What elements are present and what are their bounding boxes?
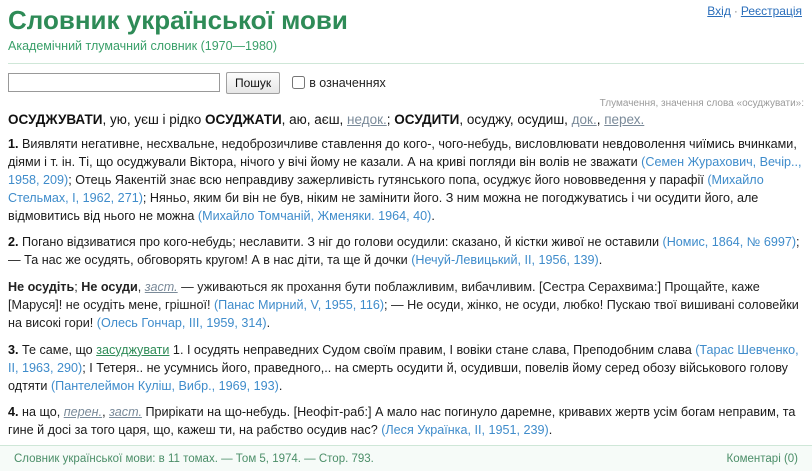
sense-3-citation-2[interactable]: (Пантелеймон Куліш, Вибр., 1969, 193) [50, 378, 279, 393]
in-definitions-checkbox-wrap[interactable] [292, 76, 386, 90]
sense-4-citation-1[interactable]: (Леся Українка, II, 1951, 239) [381, 423, 549, 438]
sense-3 [8, 342, 804, 396]
sense-3-text: 1. І осудять неправедних Судом своїм правим, І вовіки стане слава, Преподобним слава [169, 342, 696, 357]
sense-4-label-peren[interactable]: перен. [63, 405, 103, 420]
sense-4 [8, 404, 804, 440]
sense-2-citation-1[interactable]: (Номис, 1864, № 6997) [662, 235, 797, 250]
sense-1-text-2: ; Отець Яакентій знає всю неправдиву зажерливість гутянського попа, осуджує його нововведення у парафії [68, 172, 708, 187]
subentry-head-2: Не осуди [81, 280, 138, 295]
in-definitions-checkbox[interactable] [292, 76, 305, 89]
sense-2-text: Погано відзиватися про кого-небудь; неславити. З ніг до голови осудили: сказано, й кістки живої не оставили [18, 235, 663, 250]
sense-3-text-3: . [278, 378, 283, 393]
headword-sep-1: ; [386, 111, 395, 127]
meta-word: «осуджувати» [736, 97, 802, 109]
headword-2: ОСУДЖАТИ [205, 111, 282, 127]
subentry-semicolon: ; [74, 280, 82, 295]
subentry-citation-2[interactable]: (Олесь Гончар, III, 1959, 314) [96, 315, 267, 330]
sense-1 [8, 136, 804, 225]
headword-sep-2: , [596, 111, 605, 127]
label-nedok[interactable]: недок. [347, 111, 387, 127]
subentry-comma: , [137, 280, 145, 295]
meta-line [8, 98, 804, 109]
headword-gram-3: , осуджу, осудиш, [459, 111, 572, 127]
subentry-phrase [8, 279, 804, 333]
sense-2-text-3: . [598, 253, 603, 268]
sense-1-citation-2[interactable]: (Михайло Стельмах, I, 1962, 271) [8, 172, 764, 205]
register-link[interactable]: Реєстрація [740, 4, 802, 18]
comments-link[interactable]: Коментарі (0) [726, 452, 798, 465]
site-subtitle: Академічний тлумачний словник (1970—1980) [8, 38, 278, 53]
subentry-text: — уживаються як прохання бути поблажливим, вибачливим. [Сестра Серахвима:] Прощайте, каже [Маруся]! не осудіть мене, грішної! [8, 280, 760, 313]
search-bar [8, 72, 804, 94]
subentry-citation-1[interactable]: (Панас Мирний, V, 1955, 116) [213, 298, 385, 313]
label-dok[interactable]: док. [571, 111, 597, 127]
sense-4-number: 4. [8, 405, 19, 420]
login-link[interactable]: Вхід [707, 4, 731, 18]
sense-4-label-zast[interactable]: заст. [109, 405, 142, 420]
sense-4-label-sep: , [102, 405, 110, 420]
sense-3-text-2: ; І Тетеря.. не усумнись його, праведного,.. на смерть осудити й, осудивши, повелів йому серед обозу військового голову одтяти [8, 360, 788, 393]
sense-3-number: 3. [8, 342, 19, 357]
sense-1-text-4: . [431, 208, 435, 223]
site-title: Словник української мови [8, 5, 348, 35]
sense-2-text-2: ; — Та нас же осудять, обговорять кругом! А в нас діти, та ще й дочки [8, 235, 800, 268]
search-button[interactable]: Пошук [226, 72, 280, 94]
account-links [707, 4, 802, 18]
headword-gram-1: , ую, уєш і рідко [102, 111, 206, 127]
label-perekh[interactable]: перех. [604, 111, 645, 127]
sense-2 [8, 234, 804, 270]
sense-2-citation-2[interactable]: (Нечуй-Левицький, II, 1956, 139) [411, 253, 599, 268]
subentry-text-3: . [266, 315, 271, 330]
in-definitions-label: в означеннях [309, 75, 386, 90]
headword-line [8, 111, 804, 129]
meta-prefix: Тлумачення, значення слова [599, 97, 737, 109]
subentry-text-2: ; — Не осуди, жінко, не осуди, любко! Пускаю твої вишивані соловейки на високі гори! [8, 298, 799, 330]
sense-1-text: Виявляти негативне, несхвальне, недоброзичливе ставлення до кого-, чого-небудь, висловлювати невдоволення чиїмись вчинками, діями і т. ін. Ті, що осуджували Віктора, нічого у вічі йому не казали. А на криві погляди він волів не зважати [8, 137, 797, 169]
meta-suffix: : [801, 97, 804, 109]
footer [0, 445, 812, 471]
headword-3: ОСУДИТИ [394, 111, 460, 127]
sense-2-number: 2. [8, 235, 19, 250]
header-divider [8, 63, 804, 64]
sense-1-citation-3[interactable]: (Михайло Томчаній, Жменяки. 1964, 40) [197, 208, 432, 223]
sense-1-number: 1. [8, 137, 19, 152]
footer-source: Словник української мови: в 11 томах. — Том 5, 1974. — Стор. 793. [14, 452, 374, 465]
sense-4-text-2: . [548, 423, 553, 438]
subentry-label-zast[interactable]: заст. [144, 280, 178, 295]
headword-1: ОСУДЖУВАТИ [8, 111, 103, 127]
sense-1-text-3: ; Няньо, яким би він не був, ніким не замінити його. З ним можна не погоджуватись і чи осудити його, але відмовитись від нього не можна [8, 190, 759, 223]
headword-gram-2: , аю, аєш, [281, 111, 348, 127]
sense-1-citation-1[interactable]: (Семен Журахович, Вечір.., 1958, 209) [8, 154, 802, 187]
sense-3-citation-1[interactable]: (Тарас Шевченко, II, 1963, 290) [8, 342, 799, 375]
sense-4-prefix: на що, [18, 405, 64, 420]
topbar-separator: · [733, 4, 738, 18]
sense-3-prefix: Те саме, що [18, 342, 97, 357]
sense-3-crossref-link[interactable]: засуджувати [96, 342, 170, 357]
subentry-head-1: Не осудіть [8, 280, 75, 295]
sense-4-text: Прирікати на що-небудь. [Неофіт-раб:] А мало нас погинуло даремне, кривавих жертв усім богам неправим, та гине й досі за того царя, що, кажеш ти, на рабство осудив нас? [8, 405, 796, 438]
search-input[interactable] [8, 73, 220, 92]
